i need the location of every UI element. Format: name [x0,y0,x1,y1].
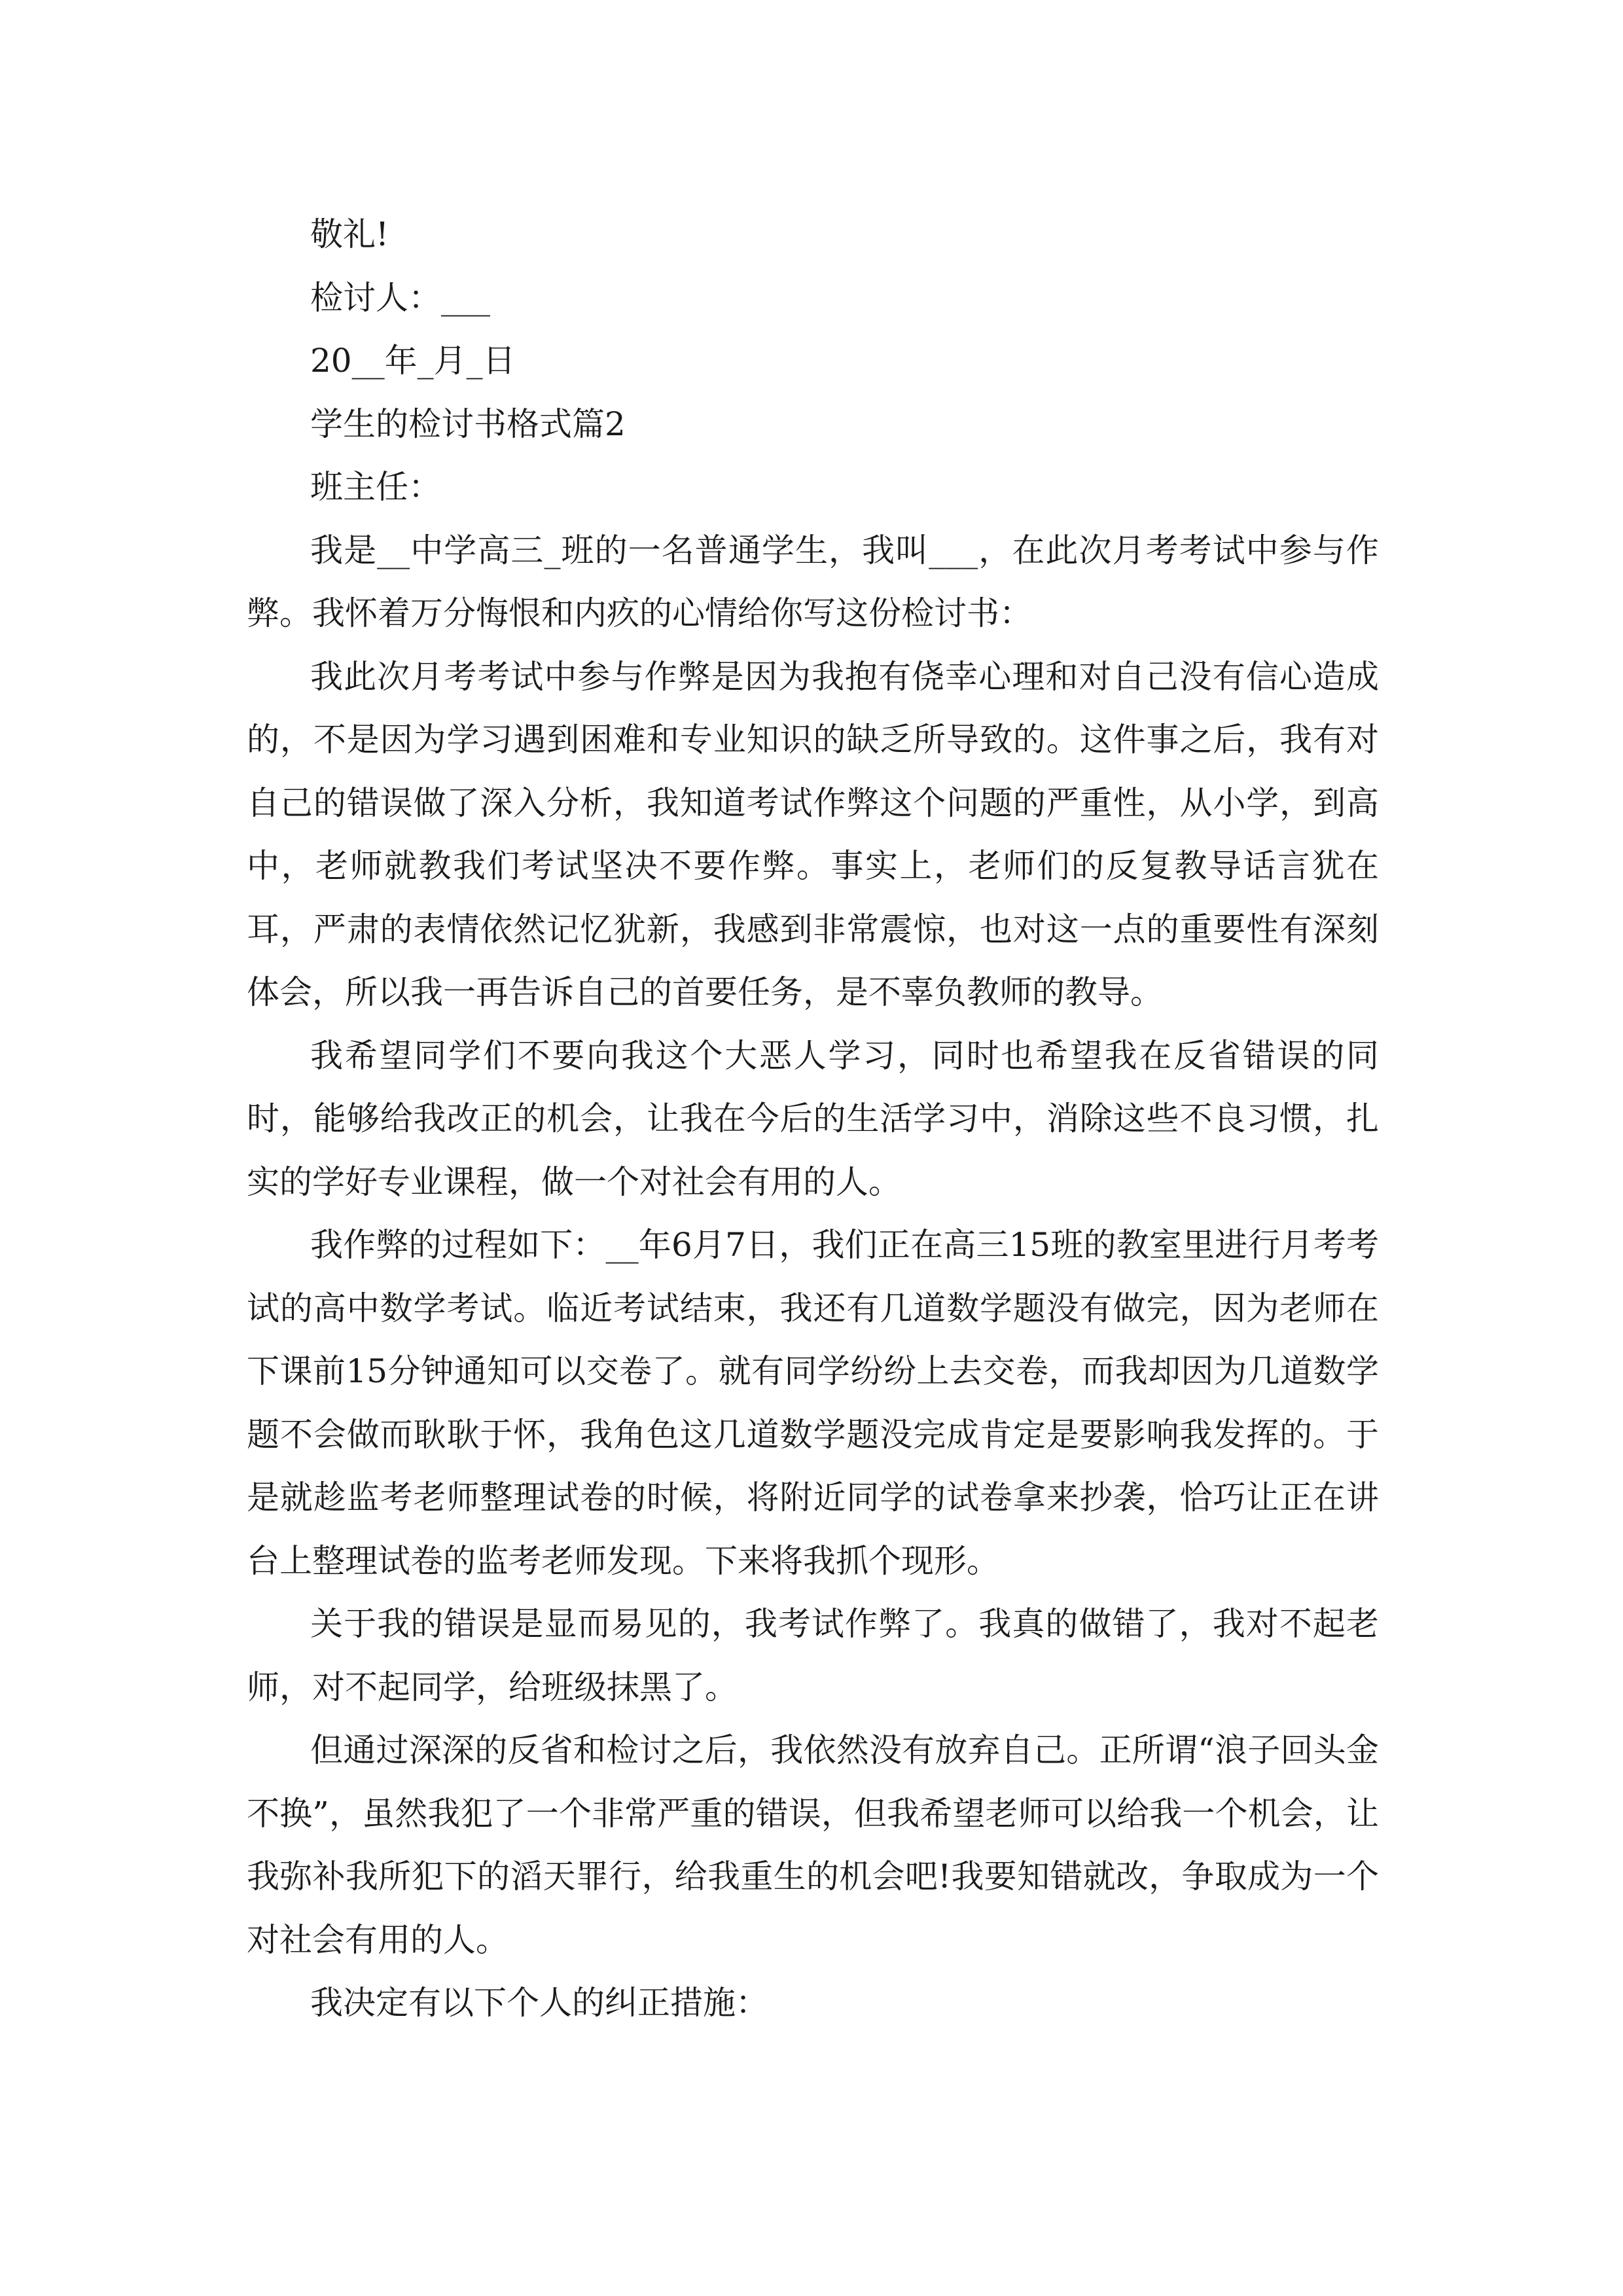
paragraph: 我此次月考考试中参与作弊是因为我抱有侥幸心理和对自己没有信心造成的，不是因为学习遇到困难和专业知识的缺乏所导致的。这件事之后，我有对自己的错误做了深入分析，我知道考试作弊这个问题的严重性，从小学，到高中，老师就教我们考试坚决不要作弊。事实上，老师们的反复教导话言犹在耳，严肃的表情依然记忆犹新，我感到非常震惊，也对这一点的重要性有深刻体会，所以我一再告诉自己的首要任务，是不辜负教师的教导。 [247,657,1379,1011]
paragraph: 但通过深深的反省和检讨之后，我依然没有放弃自己。正所谓“浪子回头金不换”，虽然我犯了一个非常严重的错误，但我希望老师可以给我一个机会，让我弥补我所犯下的滔天罪行，给我重生的机会吧!我要知错就改，争取成为一个对社会有用的人。 [247,1731,1379,1959]
paragraph: 我作弊的过程如下：__年6月7日，我们正在高三15班的教室里进行月考考试的高中数学考试。临近考试结束，我还有几道数学题没有做完，因为老师在下课前15分钟通知可以交卷了。就有同学纷纷上去交卷，而我却因为几道数学题不会做而耿耿于怀，我角色这几道数学题没完成肯定是要影响我发挥的。于是就趁监考老师整理试卷的时候，将附近同学的试卷拿来抄袭，恰巧让正在讲台上整理试卷的监考老师发现。下来将我抓个现形。 [247,1226,1379,1580]
paragraph: 我是__中学高三_班的一名普通学生，我叫___，在此次月考考试中参与作弊。我怀着万分悔恨和内疚的心情给你写这份检讨书： [247,531,1379,632]
section-title: 学生的检讨书格式篇2 [310,404,626,443]
closing-salute: 敬礼! [310,215,389,253]
document-body [247,203,1379,2035]
recipient-line: 班主任： [310,468,441,506]
signer-line: 检讨人：___ [310,278,490,317]
paragraph: 我决定有以下个人的纠正措施： [310,1984,768,2022]
paragraph: 关于我的错误是显而易见的，我考试作弊了。我真的做错了，我对不起老师，对不起同学，给班级抹黑了。 [247,1605,1379,1706]
paragraph: 我希望同学们不要向我这个大恶人学习，同时也希望我在反省错误的同时，能够给我改正的机会，让我在今后的生活学习中，消除这些不良习惯，扎实的学好专业课程，做一个对社会有用的人。 [247,1036,1379,1201]
date-line: 20__年_月_日 [310,342,516,380]
